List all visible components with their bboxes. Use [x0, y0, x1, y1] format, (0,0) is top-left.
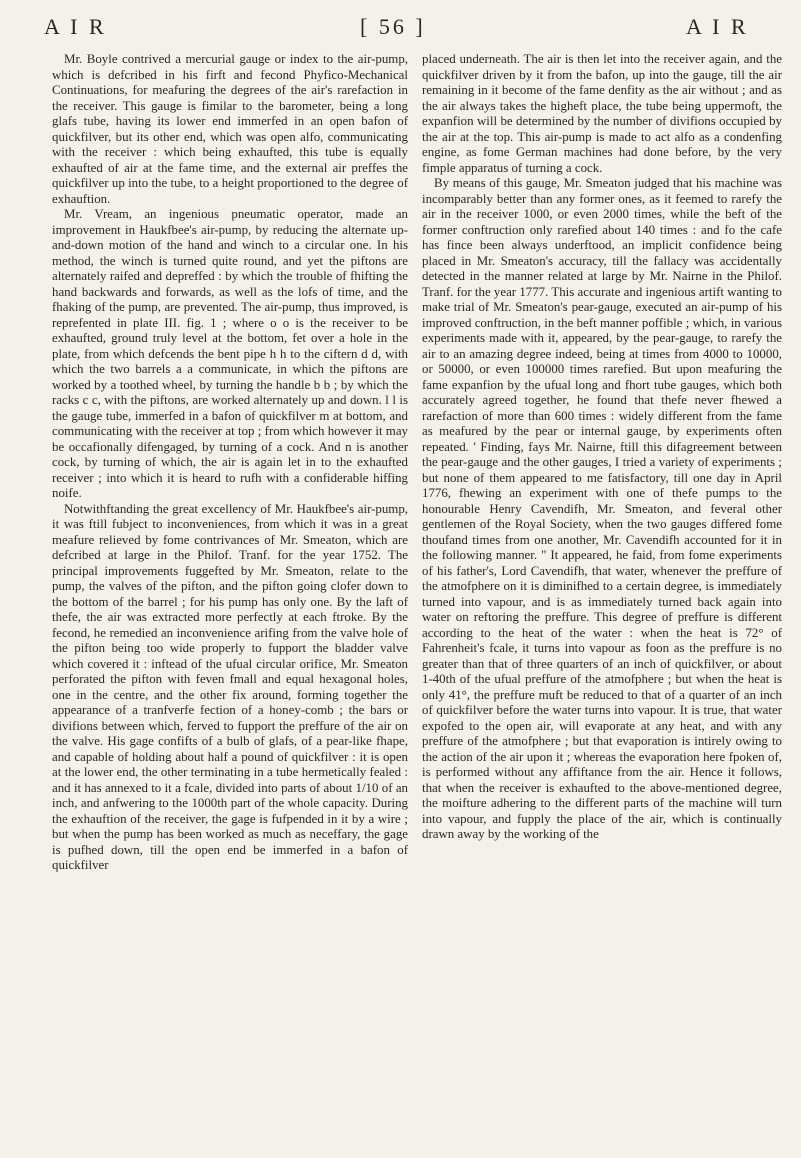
page-number: [ 56 ] — [360, 14, 426, 39]
running-header — [0, 14, 801, 44]
paragraph: By means of this gauge, Mr. Smeaton judged that his machine was incomparably better than any former ones, as it feemed to rarefy the air in the receiver 1000, or even 2000 times, while the beft of the former conftruction only rarefied about 140 times : and fo the cafe has fince been always underftood, an implicit confidence being placed in Mr. Smeaton's accuracy, till the fallacy was accidentally detected in the manner related at large by Mr. Nairne in the Philof. Tranf. for the year 1777. This accurate and ingenious artift wanting to make trial of Mr. Smeaton's pear-gauge, executed an air-pump of his improved conftruction, in the beft manner poffible ; which, in various experiments made with it, appeared, by the pear-gauge, to rarefy the air to an amazing degree indeed, being at times from 4000 to 10000, or 50000, or even 100000 times rarefied. But upon meafuring the fame expanfion by the ufual long and fhort tube gauges, which both accurately agreed together, he found that thefe never fhewed a rarefaction of more than 600 times : widely different from the fame as meafured by the pear or internal gauge, by experiments often repeated. ' Finding, fays Mr. Nairne, ftill this difagreement between the pear-gauge and the other gauges, I tried a variety of experiments ; but none of them appeared to me fatisfactory, till one day in April 1776, fhewing an experiment with one of thefe pumps to the honourable Henry Cavendifh, Mr. Smeaton, and feveral other gentlemen of the Royal Society, when the two gauges differed fome thoufand times from one another, Mr. Cavendifh accounted for it in the following manner. " It appeared, he faid, from fome experiments of his father's, Lord Cavendifh, that water, whenever the preffure of the atmofphere on it is diminifhed to a certain degree, is immediately turned into vapour, and is as immediately turned back again into water on reftoring the preffure. This degree of preffure is different according to the heat of the water : when the heat is 72° of Fahrenheit's fcale, it turns into vapour as foon as the preffure is no greater than that of three quarters of an inch of quickfilver, or about 1-40th of the ufual preffure of the atmofphere ; but when the heat is only 41°, the preffure muft be reduced to that of a quarter of an inch of quickfilver before the water turns into vapour. It is true, that water expofed to the open air, will evaporate at any heat, and with any preffure of the atmofphere ; but that evaporation is intirely owing to the action of the air upon it ; whereas the evaporation here fpoken of, is performed without any affiftance from the air. Hence it follows, that when the receiver is exhaufted to the above-mentioned degree, the moifture adhering to the different parts of the machine will turn into vapour, and fupply the place of the air, which is continually drawn away by the working of the — [422, 176, 782, 841]
paragraph: Notwithftanding the great excellency of Mr. Haukfbee's air-pump, it was ftill fubject to inconveniences, from which it was in a great meafure relieved by fome contrivances of Mr. Smeaton, which are defcribed at large in the Philof. Tranf. for the year 1752. The principal improvements fuggefted by Mr. Smeaton, relate to the pump, the valves of the pifton, and the pifton going clofer down to the bottom of the barrel ; for his pump has only one. By the laft of thefe, the air was extracted more perfectly at each ftroke. By the fecond, he remedied an inconvenience arifing from the valve hole of the pifton being too wide properly to fupport the bladder valve which covered it : inftead of the ufual circular orifice, Mr. Smeaton perforated the pifton with feven fmall and equal hexagonal holes, one in the centre, and the other fix around, forming together the appearance of a tranfverfe fection of a honey-comb ; the bars or divifions between which, ferved to fupport the preffure of the air on the valve. His gage confifts of a bulb of glafs, of a pear-like fhape, and capable of holding about half a pound of quickfilver : it is open at the lower end, the other terminating in a tube hermetically fealed : and it has annexed to it a fcale, divided into parts of about 1/10 of an inch, and anfwering to the 1000th part of the whole capacity. During the exhauftion of the receiver, the gage is fufpended in it by a wire ; but when the pump has been worked as much as neceffary, the gage is pufhed down, till the open end be immerfed in a bafon of quickfilver — [52, 501, 408, 872]
left-column — [52, 52, 408, 1148]
paragraph: Mr. Vream, an ingenious pneumatic operator, made an improvement in Haukfbee's air-pump, by reducing the alternate up-and-down motion of the hand and winch to a circular one. In his method, the winch is turned quite round, and yet the piftons are alternately raifed and depreffed : by which the trouble of fhifting the hand backwards and forwards, as well as the lofs of time, and the fhaking of the pump, are prevented. The air-pump, thus improved, is reprefented in plate III. fig. 1 ; where o o is the receiver to be exhaufted, ground truly level at the bottom, fet over a hole in the plate, from which defcends the bent pipe h h to the ciftern d d, with which the two barrels a a communicate, in which the piftons are worked by a toothed wheel, by turning the handle b b ; by which the racks c c, with the piftons, are worked alternately up and down. l l is the gauge tube, immerfed in a bafon of quickfilver m at bottom, and communicating with the receiver at top ; from which however it may be occafionally difengaged, by turning of a cock. And n is another cock, by turning of which, the air is again let in to the exhaufted receiver ; into which it is heard to rufh with a confiderable hiffing noife. — [52, 207, 408, 500]
paragraph: placed underneath. The air is then let into the receiver again, and the quickfilver driven by it from the bafon, up into the gauge, till the air remaining in it become of the fame denfity as the air without ; and as the air always takes the higheft place, the tube being uppermoft, the expanfion will be determined by the number of divifions occupied by the air at the top. This air-pump is made to act alfo as a condenfing engine, as fome German machines had done before, by the very fimple apparatus of turning a cock. — [422, 52, 782, 175]
paragraph: Mr. Boyle contrived a mercurial gauge or index to the air-pump, which is defcribed in his firft and fecond Phyfico-Mechanical Continuations, for meafuring the degrees of the air's rarefaction in the receiver. This gauge is fimilar to the barometer, being a long glafs tube, having its lower end immerfed in an open bafon of quickfilver, but its other end, which was open alfo, communicating with the receiver : which being exhaufted, this tube is equally exhaufted of air at the fame time, and the external air preffes the quickfilver up into the tube, to a height proportioned to the degree of exhauftion. — [52, 52, 408, 206]
header-right-title: A I R — [686, 14, 749, 39]
header-left-title: A I R — [44, 14, 107, 39]
right-column — [422, 52, 782, 1148]
